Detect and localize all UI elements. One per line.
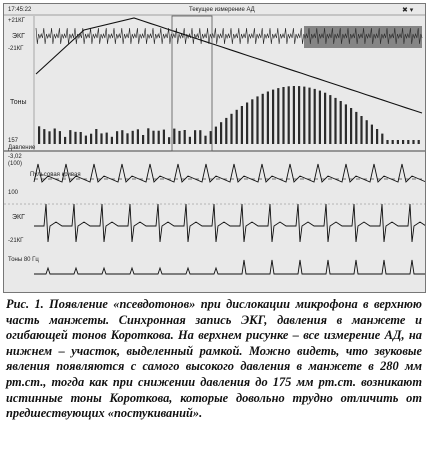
tones-envelope-bottom [34, 260, 425, 274]
tone-bar-top [220, 122, 222, 144]
tone-bar-top [106, 133, 108, 144]
tone-bar-top [121, 130, 123, 144]
tone-bar-top [251, 99, 253, 144]
tone-bar-top [142, 135, 144, 144]
tone-bar-top [381, 134, 383, 144]
tone-bar-top [241, 106, 243, 144]
tone-bar-top [48, 131, 50, 144]
tone-bar-top [225, 118, 227, 144]
tone-bar-top [199, 130, 201, 144]
tone-bar-top [54, 129, 56, 145]
tone-bar-top [168, 137, 170, 144]
tone-bar-top [308, 88, 310, 144]
tone-bar-top [85, 136, 87, 144]
tone-bar-top [116, 131, 118, 144]
tone-bar-top [173, 129, 175, 144]
tone-bar-top [215, 127, 217, 144]
pressure-box-label: Давление [8, 145, 36, 151]
tone-bar-top [126, 133, 128, 144]
tone-bar-top [152, 131, 154, 144]
ecg-scale-low: -21КГ [8, 46, 24, 52]
tone-bar-top [147, 128, 149, 144]
tone-bar-top [277, 88, 279, 144]
tone-bar-top [340, 101, 342, 144]
tone-bar-top [355, 112, 357, 144]
tone-bar-top [329, 95, 331, 144]
tone-bar-top [345, 104, 347, 144]
tone-bar-top [194, 130, 196, 144]
tone-bar-top [236, 110, 238, 144]
tone-bar-top [90, 134, 92, 144]
panel-title: Текущее измерение АД [189, 7, 255, 13]
scale-top-label: -3,02 [8, 154, 22, 160]
tone-bar-top [100, 133, 102, 144]
tone-bar-top [74, 132, 76, 144]
tone-bar-top [303, 87, 305, 144]
tone-bar-top [59, 131, 61, 144]
tone-bar-top [246, 103, 248, 145]
tone-bar-top [314, 89, 316, 144]
ecg-scale-top: +21КГ [8, 18, 25, 24]
tone-bar-top [38, 126, 40, 144]
tone-bar-top [64, 137, 66, 144]
tone-bar-top [407, 140, 409, 144]
tone-bar-top [288, 86, 290, 144]
tone-bar-top [189, 137, 191, 144]
tone-bar-top [371, 125, 373, 144]
tone-bar-top [412, 140, 414, 144]
tone-bar-top [293, 86, 295, 144]
tone-bar-top [418, 140, 420, 144]
window-controls-icon[interactable]: ✖ ▾ [402, 7, 414, 14]
tone-bar-top [298, 86, 300, 144]
ecg-dense-band [304, 26, 422, 48]
figure-caption [6, 297, 422, 422]
tone-bar-top [210, 131, 212, 144]
tone-bar-top [334, 98, 336, 144]
tone-bar-top [80, 132, 82, 144]
tones-label-top: Тоны [10, 99, 27, 106]
caption-text: Появление «псевдотонов» при дислокации микрофона в верхнюю часть манжеты. Синхронная запись ЭКГ, давления в манжете и огибающей тонов Короткова. На верхнем рисунке – все измерение АД, на нижнем – участок, выделенный рамкой. Можно видеть, что звуковые явления появляются с самого высокого давления в манжете в 280 мм рт.ст., тогда как при снижении давления до 175 мм рт.ст. возникают истинные тоны Короткова, которые довольно трудно отличить от предшествующих «постукиваний». [6, 297, 422, 421]
tone-bar-top [178, 131, 180, 144]
pressure-value: 157 [8, 138, 19, 144]
tone-bar-top [392, 140, 394, 144]
tone-bar-top [204, 136, 206, 144]
ecg-label-top: ЭКГ [12, 33, 25, 40]
ecg-scale-bottom: -21КГ [8, 238, 24, 244]
caption-label: Рис. 1. [6, 297, 44, 311]
tone-bar-top [402, 140, 404, 144]
ecg-label-bottom: ЭКГ [12, 214, 25, 221]
tone-bar-top [360, 116, 362, 144]
tone-bar-top [397, 140, 399, 144]
tone-bar-top [350, 108, 352, 144]
figure-plot [4, 4, 425, 292]
scale-top2-label: (100) [8, 161, 23, 167]
tone-bar-top [262, 94, 264, 144]
tone-bar-top [272, 90, 274, 144]
tone-bar-top [137, 129, 139, 144]
tones-label-bottom: Тоны 80 Гц [8, 257, 39, 263]
figure-panel [3, 3, 426, 293]
axis-100-label: 100 [8, 190, 19, 196]
tone-bar-top [319, 91, 321, 144]
tone-bar-top [386, 140, 388, 144]
tone-bar-top [256, 96, 258, 144]
tone-bar-top [158, 131, 160, 144]
tone-bar-top [282, 87, 284, 144]
tone-bar-top [69, 130, 71, 144]
tone-bar-top [132, 131, 134, 144]
pulse-wave-label: Пульсовая кривая [30, 172, 81, 178]
tone-bar-top [184, 130, 186, 144]
tone-bar-top [111, 137, 113, 144]
tone-bar-top [267, 92, 269, 145]
tone-bar-top [95, 129, 97, 144]
tone-bar-top [324, 93, 326, 144]
tone-bar-top [366, 120, 368, 144]
tone-bar-top [163, 130, 165, 144]
tone-bar-top [230, 114, 232, 144]
tone-bar-top [43, 129, 45, 144]
tone-bar-top [376, 129, 378, 144]
time-label: 17:45:22 [8, 7, 32, 13]
ecg-trace-bottom [34, 204, 425, 242]
